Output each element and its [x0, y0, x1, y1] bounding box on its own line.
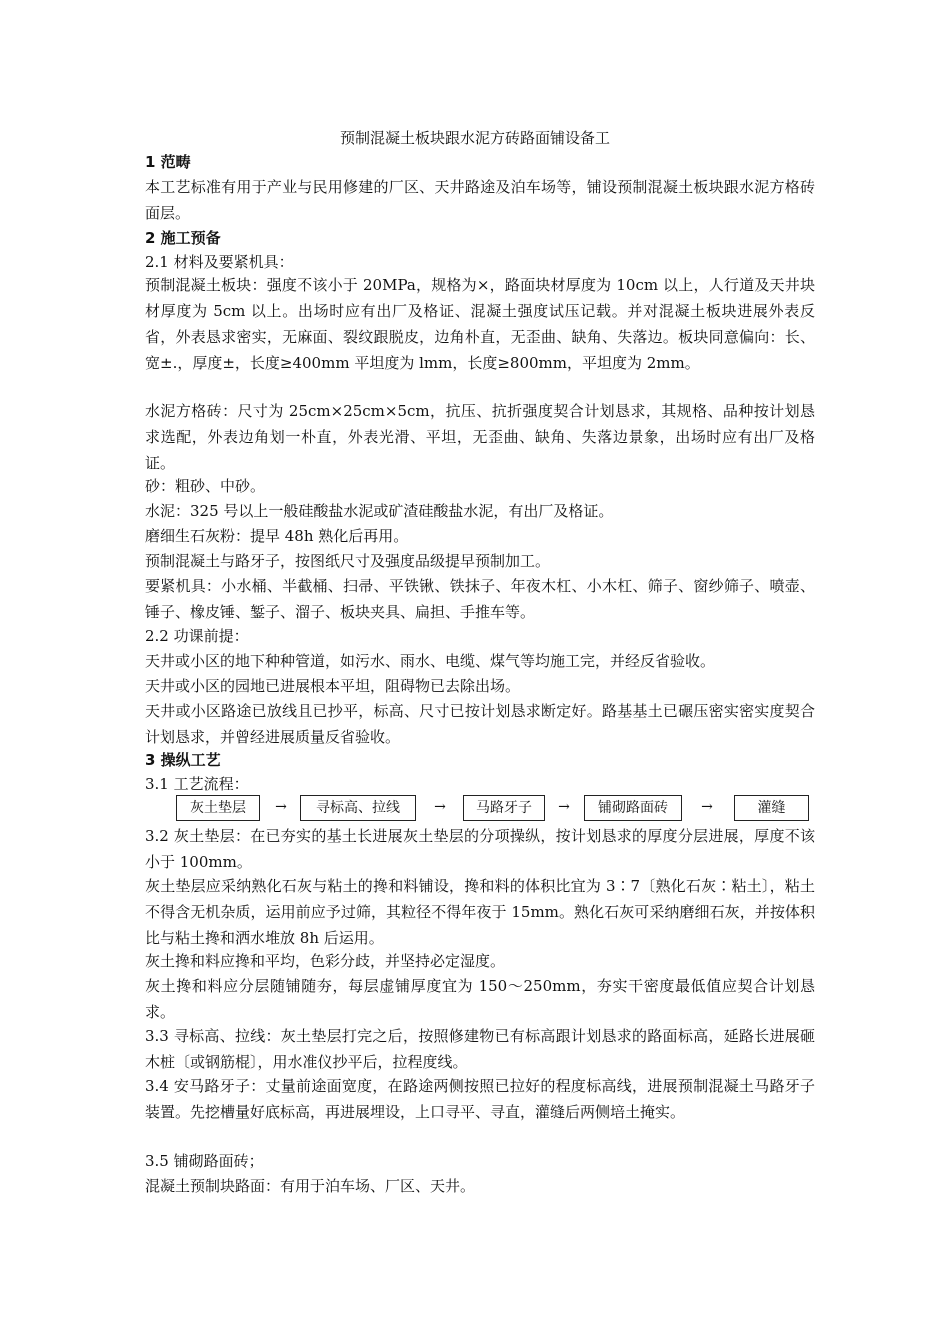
paragraph-cement: 水泥：325 号以上一般硅酸盐水泥或矿渣硅酸盐水泥，有出厂及格证。: [145, 502, 614, 520]
section-2-heading: 2 施工预备: [145, 229, 221, 247]
paragraph-precast-paving: 混凝土预制块路面：有用于泊车场、厂区、天井。: [145, 1177, 476, 1195]
paragraph-precast-slab: 预制混凝土板块：强度不该小于 20MPa，规格为×，路面块材厚度为 10cm 以上，人行道及天井块材厚度为 5cm 以上。出场时应有出厂及格证、混凝土强度试压记载。并对混凝土板块进展外表反省，外表恳求密实，无麻面、裂纹跟脱皮，边角朴直，无歪曲、缺角、失落边。板块同意偏向：长、宽±.，厚度±，长度≥400mm 平坦度为 lmm，长度≥800mm，平坦度为 2mm。: [145, 276, 815, 372]
flow-step-curb: 马路牙子: [463, 795, 545, 821]
paragraph-site-leveled: 天井或小区的园地已进展根本平坦，阻碍物已去除出场。: [145, 677, 521, 695]
paragraph-pipes: 天井或小区的地下种种管道，如污水、雨水、电缆、煤气等均施工完，并经反省验收。: [145, 652, 716, 670]
paragraph-3-3: 3.3 寻标高、拉线：灰土垫层打完之后，按照修建物已有标高跟计划恳求的路面标高，延路长进展砸木桩〔或钢筋棍〕，用水准仪抄平后，拉程度线。: [145, 1027, 815, 1071]
paragraph-road-setout: 天井或小区路途已放线且已抄平，标高、尺寸已按计划恳求断定好。路基基土已碾压密实密实度契合计划恳求，并曾经进展质量反省验收。: [145, 702, 815, 746]
flow-arrow: →: [434, 799, 446, 815]
paragraph-3-4: 3.4 安马路牙子：丈量前途面宽度，在路途两侧按照已拉好的程度标高线，进展预制混凝土马路牙子装置。先挖槽量好底标高，再进展埋设，上口寻平、寻直，灌缝后两侧培土掩实。: [145, 1077, 815, 1121]
flow-arrow: →: [558, 799, 570, 815]
paragraph-lime-soil-mix: 灰土垫层应采纳熟化石灰与粘土的搀和料铺设，搀和料的体积比宜为 3∶7〔熟化石灰∶粘土〕，粘土不得含无机杂质，运用前应予过筛，其粒径不得年夜于 15mm。熟化石灰可采纳磨细石灰，并按体积比与粘土搀和洒水堆放 8h 后运用。: [145, 877, 815, 947]
flow-arrow: →: [275, 799, 287, 815]
paragraph-cement-brick: 水泥方格砖：尺寸为 25cm×25cm×5cm，抗压、抗折强度契合计划恳求，其规格、品种按计划恳求选配，外表边角划一朴直，外表光滑、平坦，无歪曲、缺角、失落边景象，出场时应有出厂及格证。: [145, 402, 815, 472]
paragraph-tools: 要紧机具：小水桶、半截桶、扫帚、平铁锹、铁抹子、年夜木杠、小木杠、筛子、窗纱筛子、喷壶、锤子、橡皮锤、錾子、溜子、板块夹具、扁担、手推车等。: [145, 577, 815, 621]
section-3-heading: 3 操纵工艺: [145, 751, 221, 769]
paragraph-curb-precast: 预制混凝土与路牙子，按图纸尺寸及强度品级提早预制加工。: [145, 552, 551, 570]
flow-arrow: →: [701, 799, 713, 815]
paragraph-mix-uniform: 灰土搀和料应搀和平均，色彩分歧，并坚持必定湿度。: [145, 952, 506, 970]
subsection-2-1: 2.1 材料及要紧机具：: [145, 253, 294, 271]
flow-step-find-elevation: 寻标高、拉线: [300, 795, 416, 821]
paragraph-3-5: 3.5 铺砌路面砖；: [145, 1152, 264, 1170]
flow-step-grout: 灌缝: [734, 795, 809, 821]
paragraph-sand: 砂：粗砂、中砂。: [145, 477, 266, 495]
subsection-2-2: 2.2 功课前提：: [145, 627, 249, 645]
section-1-heading: 1 范畴: [145, 153, 191, 171]
flow-step-lime-soil-cushion: 灰土垫层: [176, 795, 260, 821]
section-1-text: 本工艺标准有用于产业与民用修建的厂区、天井路途及泊车场等，铺设预制混凝土板块跟水泥方格砖面层。: [145, 178, 815, 222]
document-title: 预制混凝土板块跟水泥方砖路面铺设备工: [339, 129, 610, 147]
flow-step-lay-pavers: 铺砌路面砖: [584, 795, 682, 821]
paragraph-3-2: 3.2 灰土垫层：在已夯实的基土长进展灰土垫层的分项操纵，按计划恳求的厚度分层进展，厚度不该小于 100mm。: [145, 827, 815, 871]
paragraph-layer-compaction: 灰土搀和料应分层随铺随夯，每层虚铺厚度宜为 150～250mm，夯实干密度最低值应契合计划恳求。: [145, 977, 815, 1021]
paragraph-lime: 磨细生石灰粉：提早 48h 熟化后再用。: [145, 527, 409, 545]
subsection-3-1: 3.1 工艺流程：: [145, 775, 249, 793]
